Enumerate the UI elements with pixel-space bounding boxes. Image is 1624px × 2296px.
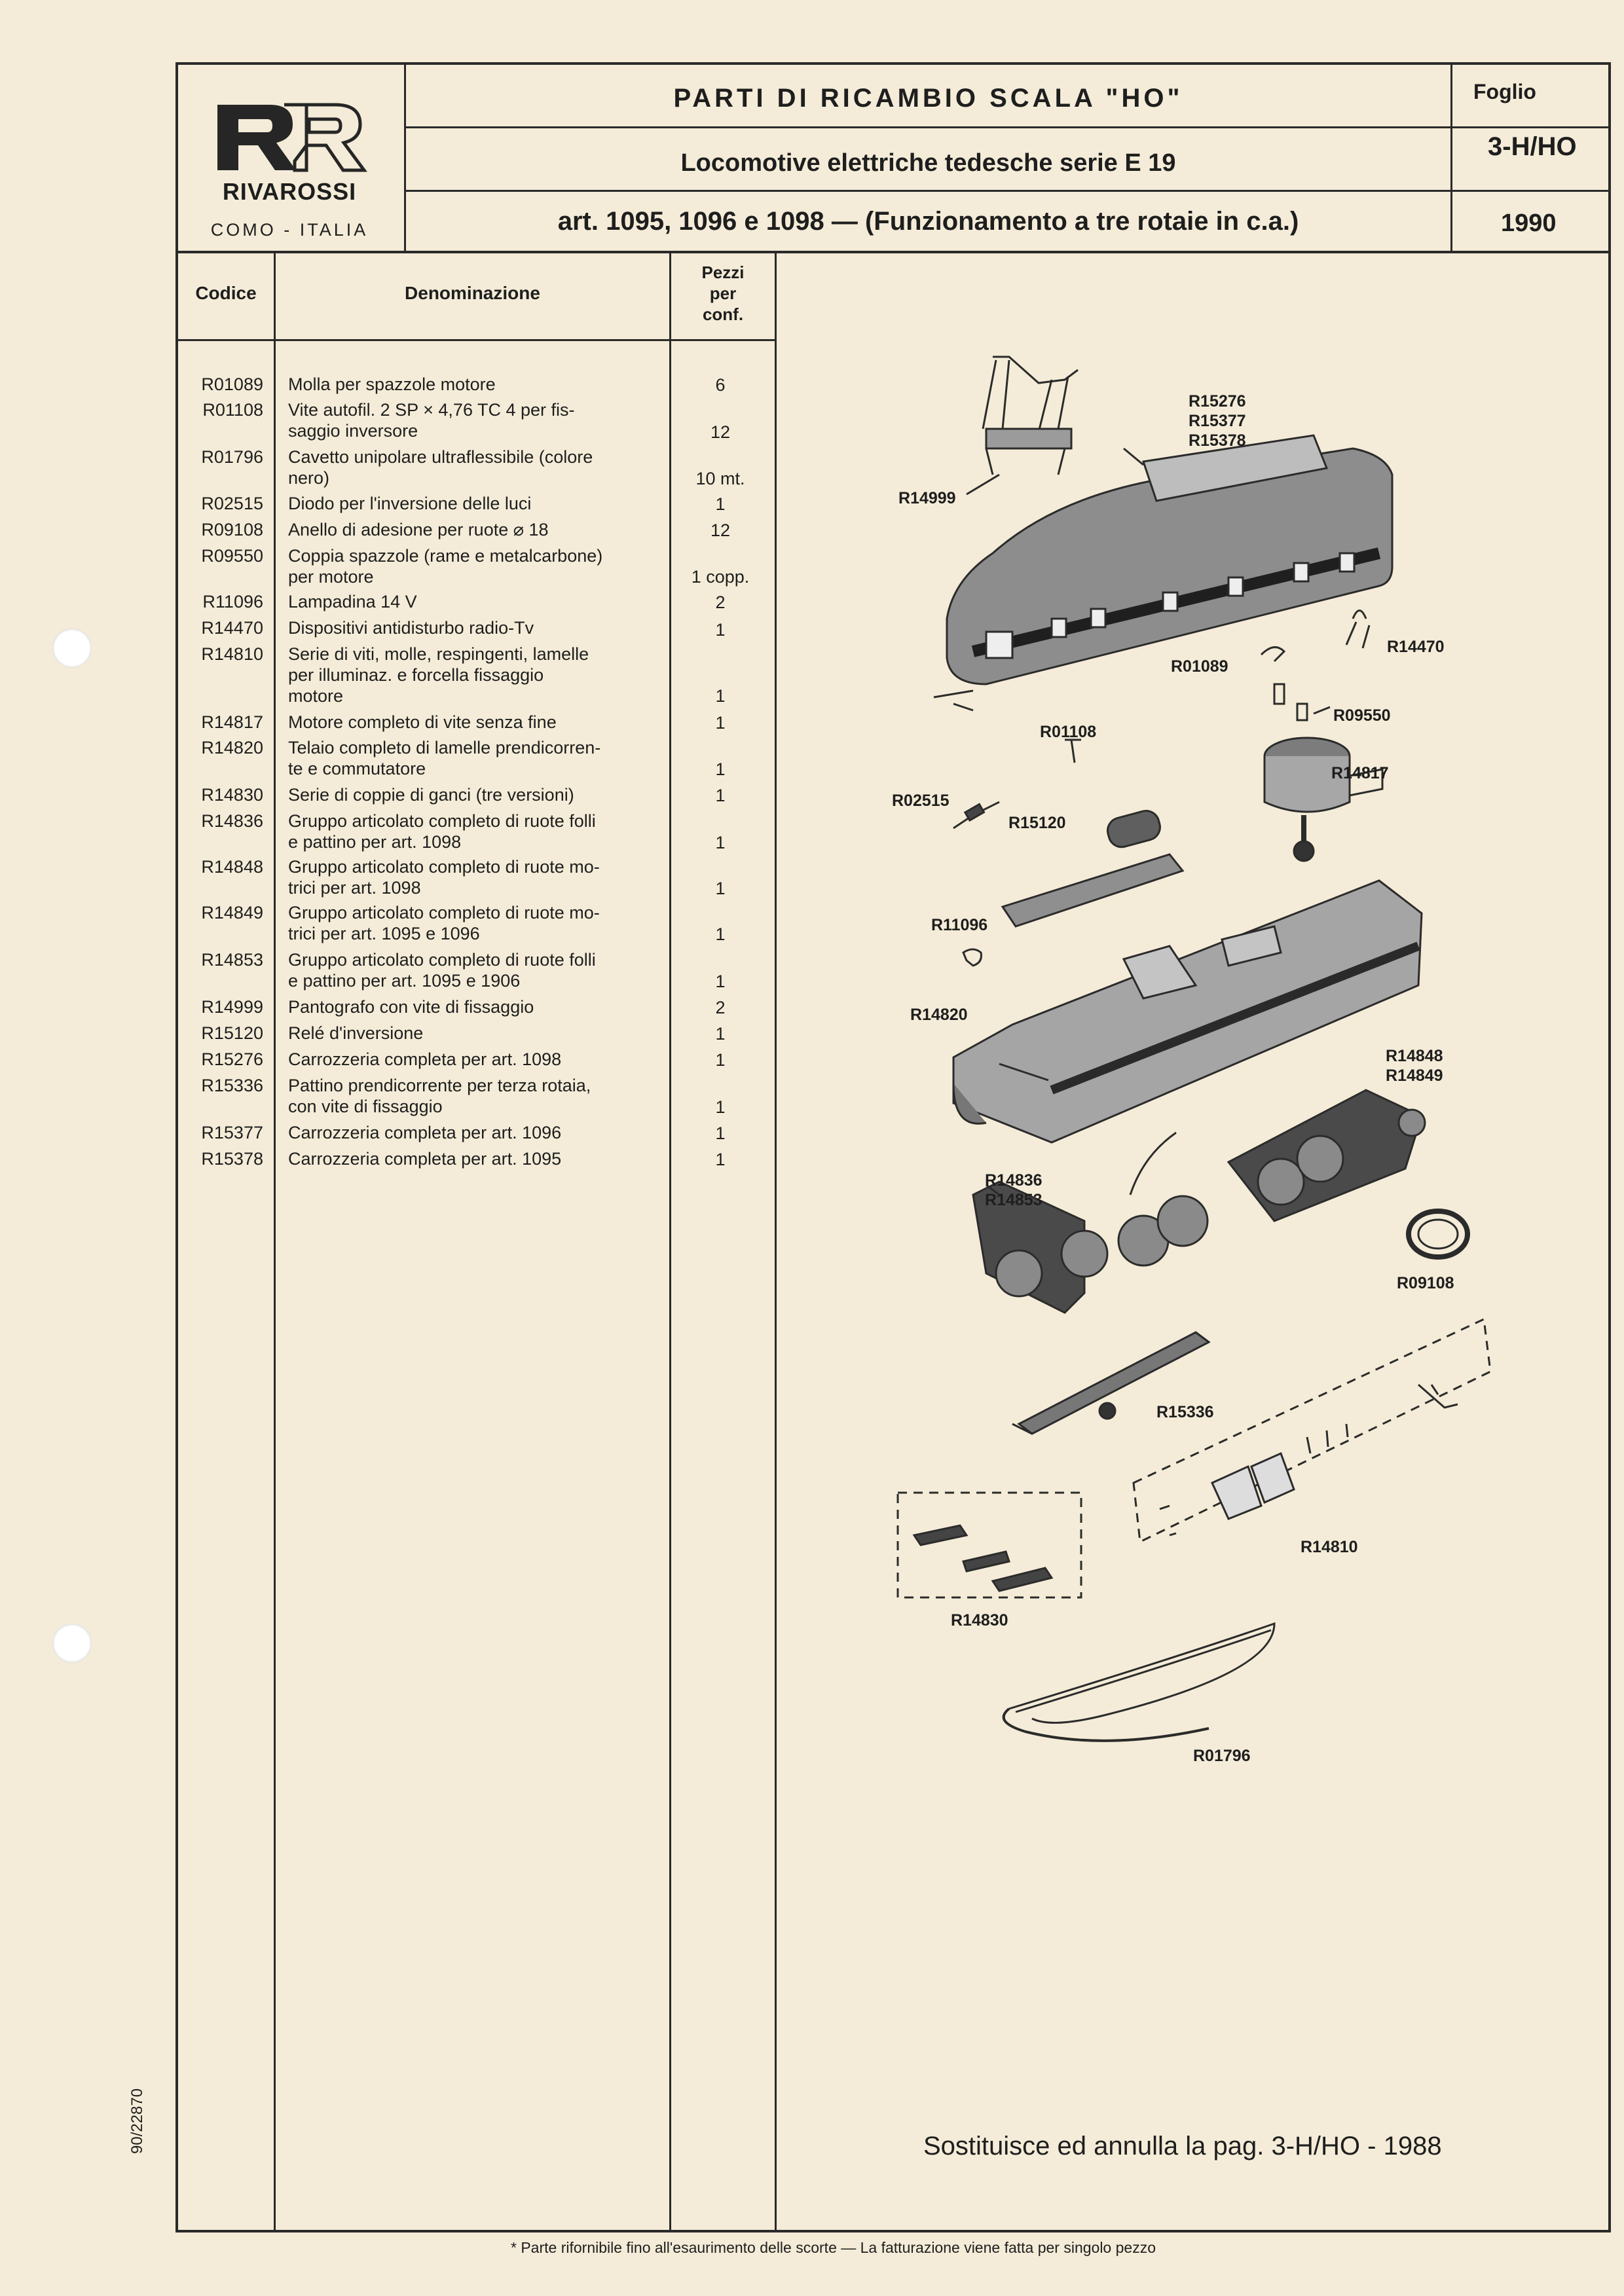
row-qty: 12	[710, 520, 731, 540]
row-code: R01108	[202, 400, 263, 420]
suppressor-icon	[1346, 611, 1369, 649]
article-numbers: art. 1095, 1096 e 1098 — (Funzionamento a tre rotaie in c.a.)	[557, 207, 1299, 236]
brush-icon	[1274, 684, 1307, 720]
col-divider-1	[274, 252, 276, 2231]
supply-note: * Parte rifornibile fino all'esaurimento delle scorte — La fatturazione viene fatta per singolo pezzo	[511, 2239, 1156, 2256]
row-code: R14848	[201, 857, 263, 877]
diode-body-icon	[965, 804, 984, 820]
logo-area	[178, 65, 401, 250]
table-header-bottom	[175, 339, 777, 341]
row-desc: Anello di adesione per ruote ⌀ 18	[288, 520, 549, 539]
row-qty: 1	[715, 786, 726, 805]
label-r14820: R14820	[910, 1006, 968, 1024]
row-code: R02515	[201, 494, 263, 513]
row-desc: Vite autofil. 2 SP × 4,76 TC 4 per fis- saggio inversore	[288, 400, 575, 441]
cable-icon	[1004, 1624, 1274, 1741]
replaces-notice: Sostituisce ed annulla la pag. 3-H/HO - 1988	[923, 2132, 1442, 2160]
row-desc: Molla per spazzole motore	[288, 374, 496, 394]
label-r14830: R14830	[951, 1611, 1008, 1630]
row-desc: Carrozzeria completa per art. 1098	[288, 1049, 562, 1069]
frame-bottom	[175, 2230, 1611, 2232]
label-r09550: R09550	[1333, 706, 1391, 725]
brand-name: RIVAROSSI	[222, 178, 357, 205]
frame-top	[175, 62, 1611, 65]
label-r11096: R11096	[931, 916, 988, 934]
row-qty: 12	[710, 422, 731, 442]
row-qty: 6	[715, 375, 726, 395]
row-desc: Motore completo di vite senza fine	[288, 712, 557, 732]
row-desc: Telaio completo di lamelle prendicorren- te e commutatore	[288, 738, 601, 778]
idler-bogie-icon	[973, 1133, 1208, 1313]
row-qty: 1	[715, 1050, 726, 1070]
frame-right	[1608, 62, 1611, 2232]
row-code: R15276	[201, 1049, 263, 1069]
label-r14470: R14470	[1387, 638, 1445, 656]
row-qty: 1	[715, 1097, 726, 1117]
row-desc: Gruppo articolato completo di ruote folli e pattino per art. 1098	[288, 811, 596, 852]
pantograph-icon	[983, 357, 1078, 475]
label-r14810: R14810	[1301, 1538, 1358, 1556]
row-desc: Serie di coppie di ganci (tre versioni)	[288, 785, 574, 805]
row-desc: Gruppo articolato completo di ruote mo- trici per art. 1098	[288, 857, 600, 898]
row-qty: 1	[715, 1123, 726, 1143]
page-title: PARTI DI RICAMBIO SCALA "HO"	[673, 84, 1183, 113]
row-code: R14817	[201, 712, 263, 732]
col-header-qty: Pezzi per conf.	[701, 263, 745, 324]
row-desc: Dispositivi antidisturbo radio-Tv	[288, 618, 534, 638]
label-r01108: R01108	[1040, 723, 1097, 741]
row-code: R14830	[201, 785, 263, 805]
row-desc: Pantografo con vite di fissaggio	[288, 997, 534, 1017]
row-desc: Serie di viti, molle, respingenti, lamelle per illuminaz. e forcella fissaggio motore	[288, 644, 589, 706]
label-idler-bogie: R14836 R14853	[985, 1171, 1043, 1209]
row-qty: 1	[715, 879, 726, 898]
punch-hole-top	[52, 629, 92, 668]
row-code: R15120	[201, 1023, 263, 1043]
row-code: R14810	[201, 644, 263, 664]
row-desc: Carrozzeria completa per art. 1096	[288, 1123, 562, 1142]
col-header-desc: Denominazione	[405, 283, 540, 303]
row-code: R09550	[201, 546, 263, 566]
label-pantograph: R14999	[898, 489, 956, 507]
header-row-line-2	[404, 190, 1611, 192]
row-qty: 1	[715, 1024, 726, 1044]
row-qty: 1	[715, 1150, 726, 1169]
lamp-icon	[963, 949, 982, 966]
couplers-set-icon	[898, 1493, 1081, 1597]
row-qty: 2	[715, 998, 726, 1017]
row-code: R14470	[201, 618, 263, 638]
header-row-line-1	[404, 126, 1611, 128]
label-r15336: R15336	[1156, 1403, 1214, 1421]
row-code: R15378	[201, 1149, 263, 1169]
row-desc: Relé d'inversione	[288, 1023, 424, 1043]
leader-line	[967, 448, 1143, 494]
row-code: R14836	[201, 811, 263, 831]
label-r15120: R15120	[1008, 814, 1066, 832]
col-divider-2	[669, 252, 671, 2231]
label-r02515: R02515	[892, 792, 950, 810]
row-qty: 1	[715, 620, 726, 640]
label-r14817: R14817	[1331, 764, 1389, 782]
punch-hole-bottom	[52, 1624, 92, 1663]
row-desc: Carrozzeria completa per art. 1095	[288, 1149, 562, 1169]
row-code: R15336	[201, 1076, 263, 1095]
row-qty: 10 mt.	[695, 469, 745, 488]
print-code: 90/22870	[128, 2088, 146, 2154]
row-qty: 1	[715, 686, 726, 706]
year: 1990	[1501, 210, 1557, 237]
row-desc: Pattino prendicorrente per terza rotaia, con vite di fissaggio	[288, 1076, 591, 1116]
row-code: R11096	[202, 592, 263, 611]
brand-location: COMO - ITALIA	[210, 220, 369, 240]
row-qty: 1	[715, 494, 726, 514]
spring-clip-icon	[1418, 1385, 1458, 1408]
row-desc: Cavetto unipolare ultraflessibile (colore nero)	[288, 447, 593, 488]
row-qty: 1	[715, 713, 726, 733]
row-code: R01796	[201, 447, 263, 467]
locomotive-body-icon	[934, 435, 1392, 710]
row-qty: 1	[715, 924, 726, 944]
row-qty: 1	[715, 972, 726, 991]
rivarossi-logo-icon	[211, 98, 368, 177]
row-qty: 2	[715, 592, 726, 612]
spring-icon	[1261, 647, 1284, 661]
row-code: R14849	[201, 903, 263, 922]
label-r09108: R09108	[1397, 1274, 1454, 1292]
row-desc: Gruppo articolato completo di ruote folli e pattino per art. 1095 e 1906	[288, 950, 596, 991]
row-qty: 1	[715, 833, 726, 852]
label-r01089: R01089	[1171, 657, 1228, 676]
screw-icon	[1065, 740, 1081, 763]
col-header-code: Codice	[195, 283, 257, 303]
row-desc: Gruppo articolato completo di ruote mo- trici per art. 1095 e 1096	[288, 903, 600, 943]
motor-icon	[1264, 738, 1382, 861]
sheet-label: Foglio	[1473, 80, 1536, 103]
row-code: R15377	[201, 1123, 263, 1142]
label-r01796: R01796	[1193, 1747, 1251, 1765]
row-code: R01089	[201, 374, 263, 394]
page-subtitle: Locomotive elettriche tedesche serie E 19	[680, 149, 1176, 177]
label-motor-bogie: R14848 R14849	[1386, 1047, 1443, 1085]
row-desc: Lampadina 14 V	[288, 592, 417, 611]
row-code: R14853	[201, 950, 263, 970]
row-desc: Diodo per l'inversione delle luci	[288, 494, 532, 513]
motor-bogie-icon	[1228, 1090, 1425, 1221]
row-code: R09108	[201, 520, 263, 539]
row-qty: 1 copp.	[691, 567, 750, 587]
row-code: R14820	[201, 738, 263, 757]
sheet-divider	[1450, 62, 1452, 252]
exploded-parts-diagram	[777, 252, 1608, 1758]
row-qty: 1	[715, 759, 726, 779]
row-desc: Coppia spazzole (rame e metalcarbone) per motore	[288, 546, 603, 587]
label-body: R15276 R15377 R15378	[1189, 392, 1246, 450]
adhesion-ring-icon	[1409, 1211, 1467, 1257]
row-code: R14999	[201, 997, 263, 1017]
sheet-value: 3-H/HO	[1488, 132, 1577, 161]
